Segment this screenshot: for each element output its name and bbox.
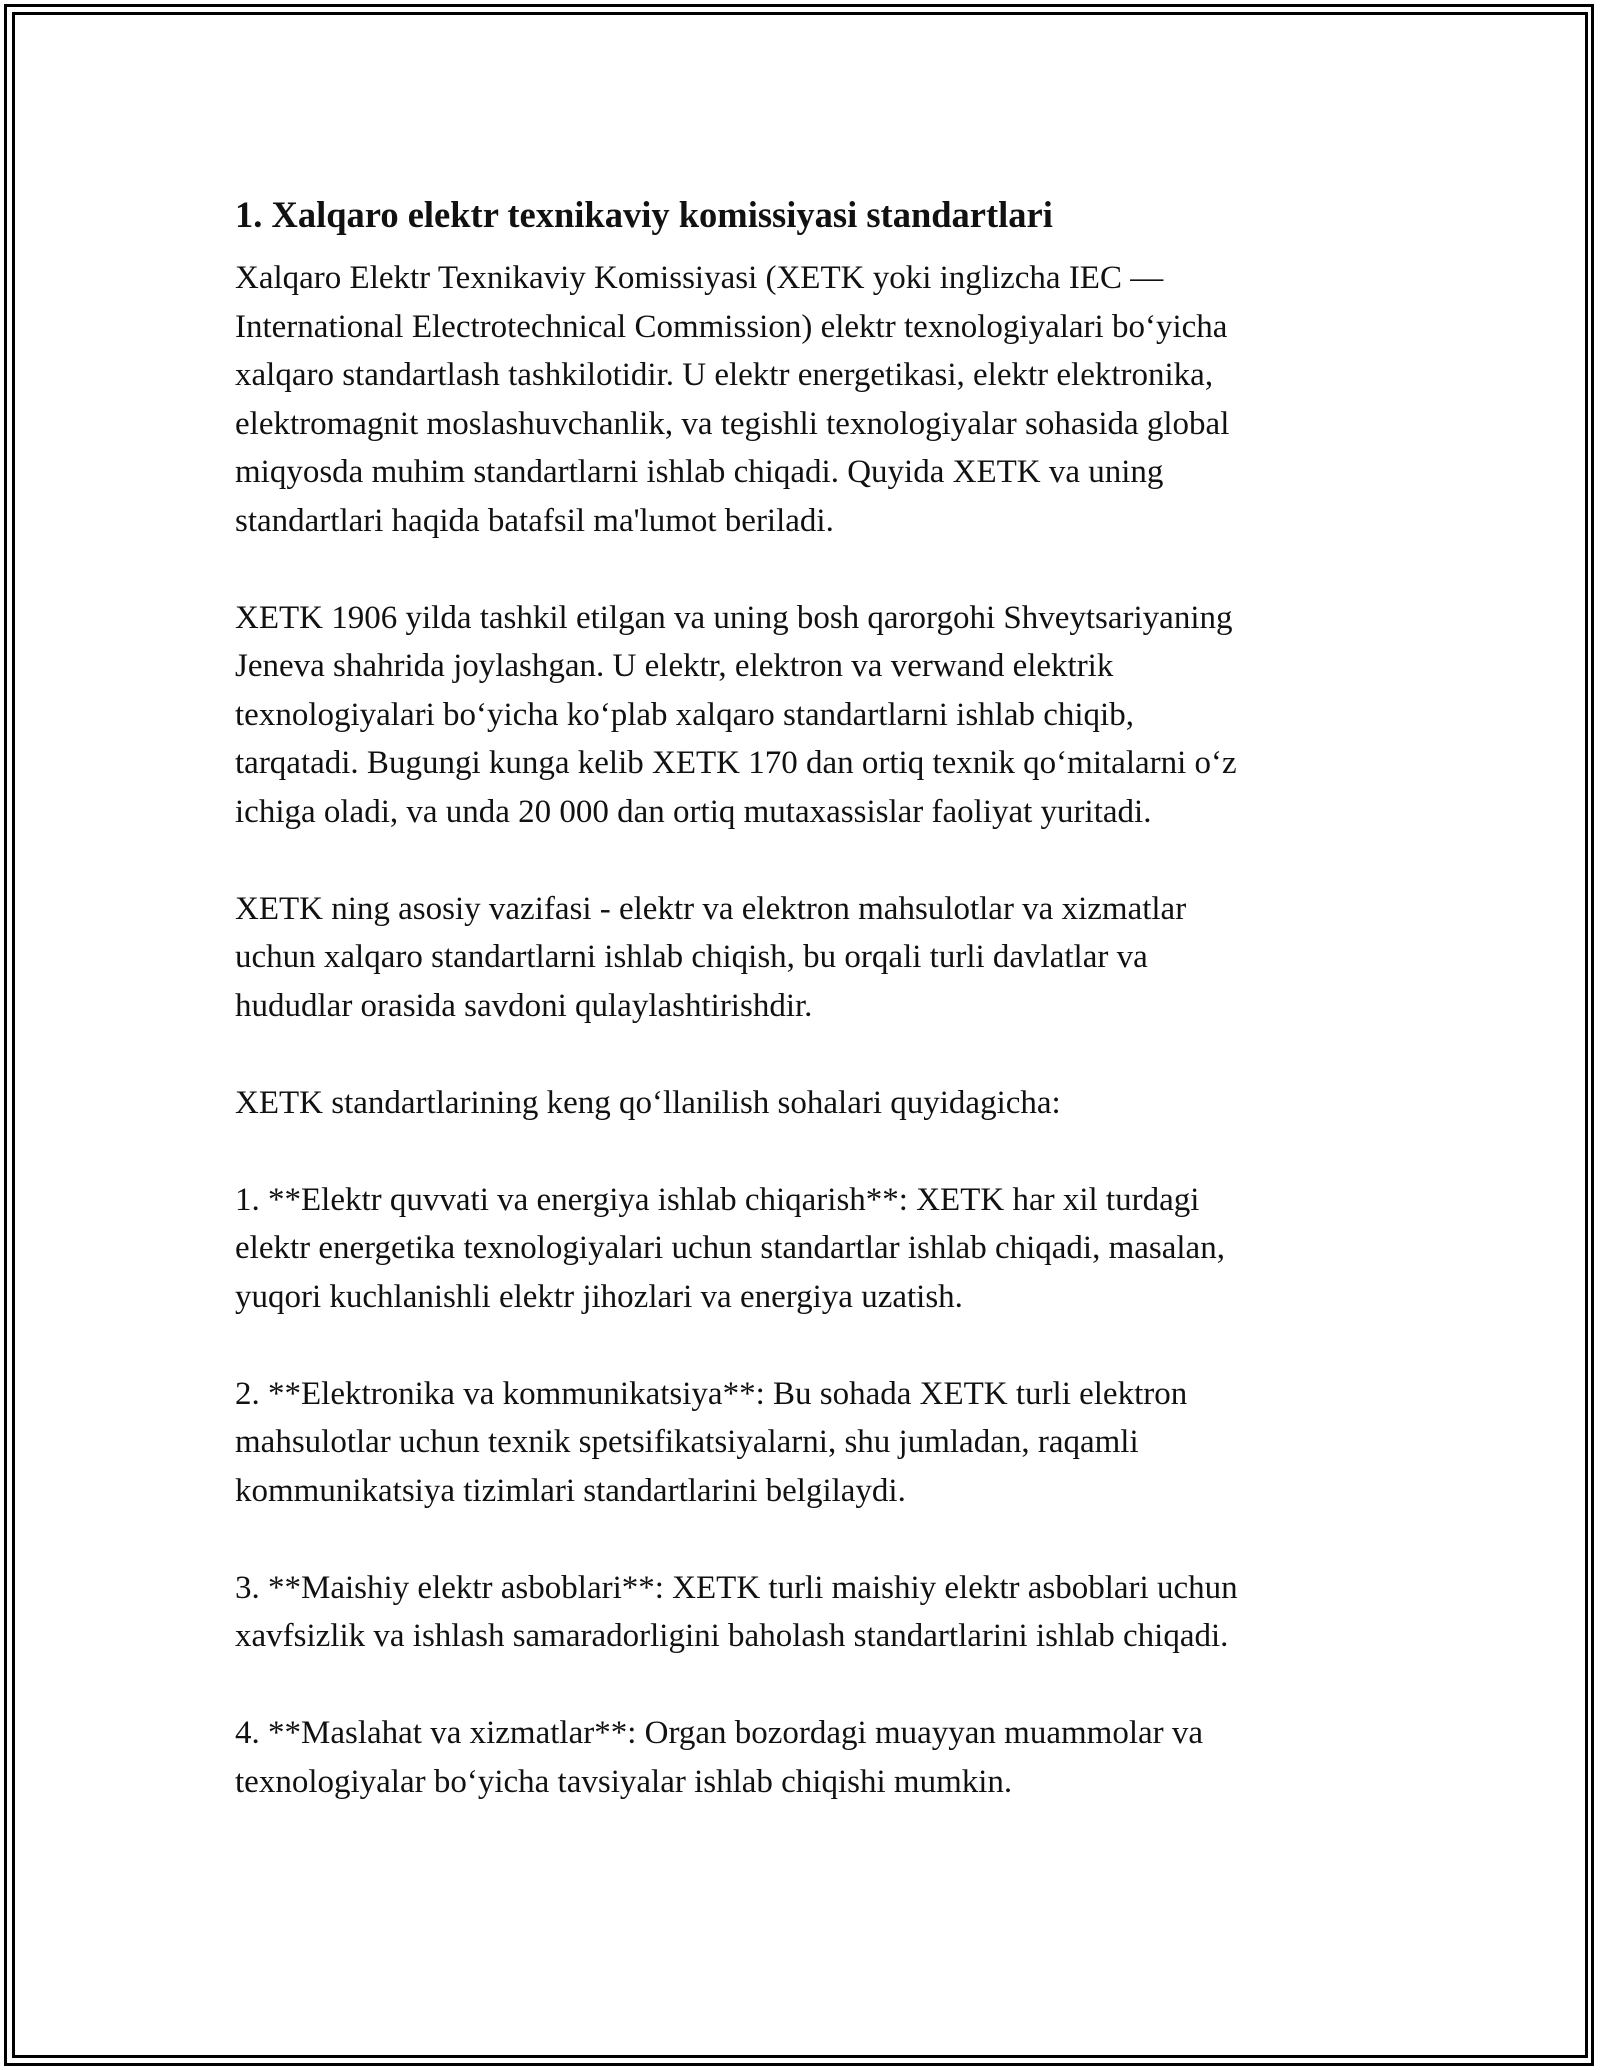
text-line: miqyosda muhim standartlarni ishlab chiqadi. Quyida XETK va uning — [235, 454, 1164, 490]
paragraph-history — [235, 594, 1375, 837]
text-line: xavfsizlik va ishlash samaradorligini baholash standartlarini ishlab chiqadi. — [235, 1618, 1229, 1654]
text-line: 2. **Elektronika va kommunikatsiya**: Bu sohada XETK turli elektron — [235, 1375, 1188, 1412]
text-line: 3. **Maishiy elektr asboblari**: XETK turli maishiy elektr asboblari uchun — [235, 1569, 1238, 1606]
text-line: XETK ning asosiy vazifasi - elektr va elektron mahsulotlar va xizmatlar — [235, 890, 1187, 927]
text-line: 1. **Elektr quvvati va energiya ishlab chiqarish**: XETK har xil turdagi — [235, 1181, 1200, 1218]
text-line: uchun xalqaro standartlarni ishlab chiqish, bu orqali turli davlatlar va — [235, 939, 1148, 975]
text-line: xalqaro standartlash tashkilotidir. U elektr energetikasi, elektr elektronika, — [235, 357, 1214, 393]
text-line: mahsulotlar uchun texnik spetsifikatsiyalarni, shu jumladan, raqamli — [235, 1424, 1139, 1460]
text-line: International Electrotechnical Commission) elektr texnologiyalari bo‘yicha — [235, 308, 1228, 345]
text-line: kommunikatsiya tizimlari standartlarini belgilaydi. — [235, 1472, 906, 1509]
text-line: Jeneva shahrida joylashgan. U elektr, elektron va verwand elektrik — [235, 648, 1114, 684]
paragraph-intro — [235, 254, 1375, 545]
list-item-2 — [235, 1370, 1375, 1516]
text-line: yuqori kuchlanishli elektr jihozlari va energiya uzatish. — [235, 1278, 963, 1315]
paragraph-list-intro — [235, 1079, 1375, 1128]
paragraph-mission — [235, 885, 1375, 1031]
text-line: 4. **Maslahat va xizmatlar**: Organ bozordagi muayyan muammolar va — [235, 1715, 1204, 1751]
text-line: hududlar orasida savdoni qulaylashtirishdir. — [235, 987, 813, 1024]
text-line: XETK standartlarining keng qo‘llanilish sohalari quyidagicha: — [235, 1084, 1061, 1121]
text-line: XETK 1906 yilda tashkil etilgan va uning bosh qarorgohi Shveytsariyaning — [235, 599, 1233, 636]
text-line: standartlari haqida batafsil ma'lumot beriladi. — [235, 502, 834, 539]
list-item-1 — [235, 1176, 1375, 1322]
document-page — [235, 188, 1375, 1855]
text-line: ichiga oladi, va unda 20 000 dan ortiq mutaxassislar faoliyat yuritadi. — [235, 793, 1152, 830]
text-line: texnologiyalar bo‘yicha tavsiyalar ishlab chiqishi mumkin. — [235, 1763, 1013, 1800]
list-item-3 — [235, 1564, 1375, 1661]
text-line: texnologiyalari bo‘yicha ko‘plab xalqaro standartlarni ishlab chiqib, — [235, 696, 1134, 733]
text-line: elektromagnit moslashuvchanlik, va tegishli texnologiyalar sohasida global — [235, 405, 1230, 442]
text-line: tarqatadi. Bugungi kunga kelib XETK 170 dan ortiq texnik qo‘mitalarni o‘z — [235, 745, 1237, 781]
list-item-4 — [235, 1709, 1375, 1806]
document-title: 1. Xalqaro elektr texnikaviy komissiyasi standartlari — [235, 194, 1053, 235]
text-line: elektr energetika texnologiyalari uchun standartlar ishlab chiqadi, masalan, — [235, 1230, 1225, 1266]
text-line: Xalqaro Elektr Texnikaviy Komissiyasi (XETK yoki inglizcha IEC — — [235, 260, 1164, 296]
